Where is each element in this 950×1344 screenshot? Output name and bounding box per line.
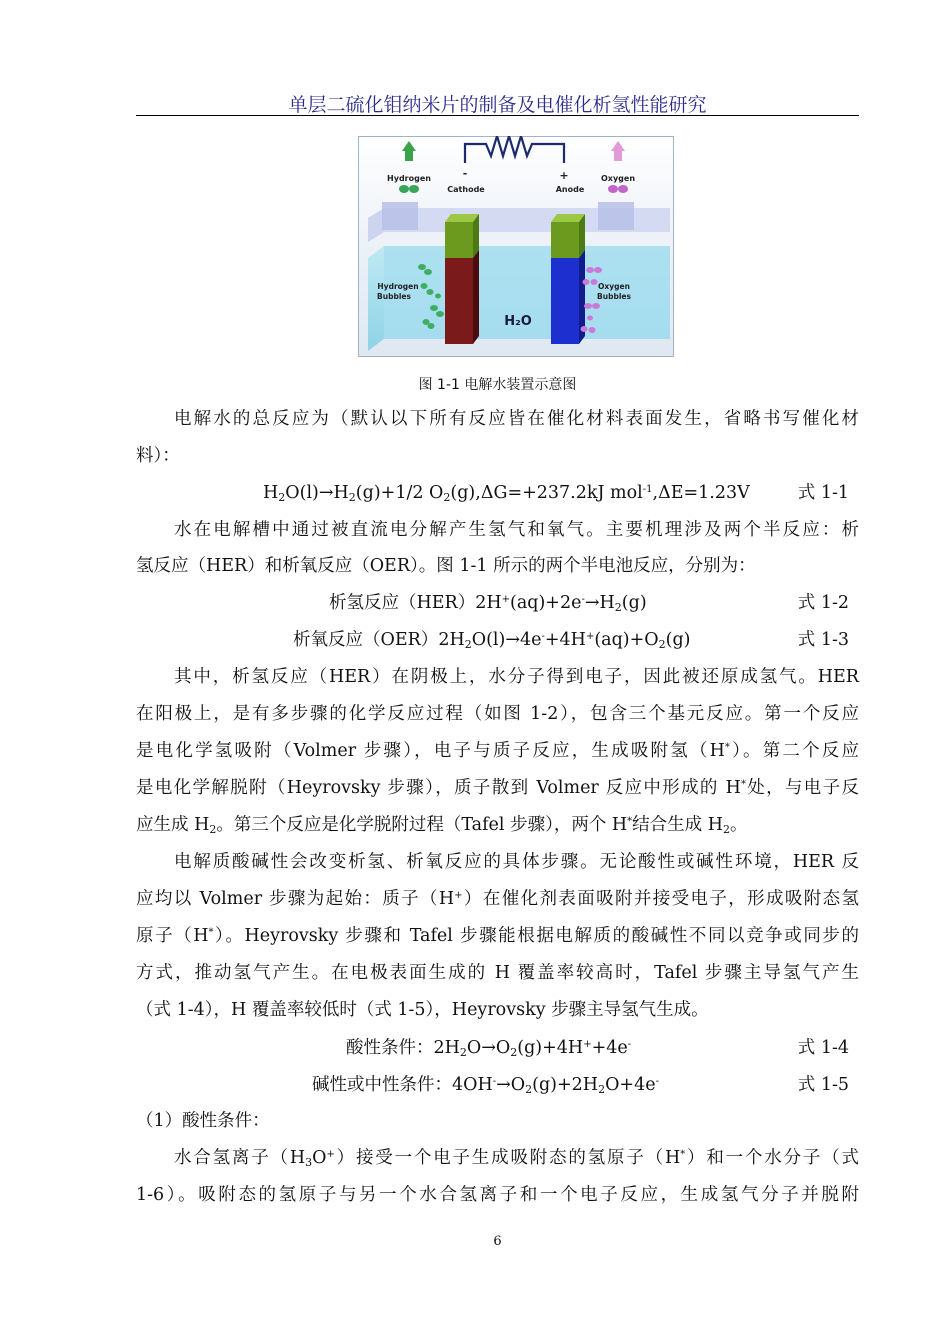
running-header: 单层二硫化钼纳米片的制备及电催化析氢性能研究 bbox=[288, 94, 707, 116]
water-label: H₂O bbox=[504, 314, 532, 329]
equation-1-2-formula: 析氢反应$(HER)2H^+(aq)+2e^-\to H_2(g)$ bbox=[329, 593, 647, 614]
equation-1-3-tag: 式 1-3 bbox=[797, 630, 849, 650]
hydrogen-bubbles-label-2: Bubbles bbox=[377, 292, 411, 301]
p3-line5: 应生成 $H_2$。第三个反应是化学脱附过程（Tafel 步骤），两个 H*结合生成 $H_2$。 bbox=[136, 815, 748, 836]
page-number: 6 bbox=[493, 1234, 502, 1249]
cathode-electrode bbox=[445, 214, 479, 344]
oxygen-bubbles-label-1: Oxygen bbox=[598, 282, 630, 291]
p4-line5: （式 1-4），H 覆盖率较低时（式 1-5），Heyrovsky 步骤主导氢气生成。 bbox=[136, 1000, 709, 1020]
p2-line1: 水在电解槽中通过被直流电分解产生氢气和氧气。主要机理涉及两个半反应：析 bbox=[174, 520, 859, 540]
p3-line3: 是电化学氢吸附（Volmer 步骤），电子与质子反应，生成吸附氢（H*）。第二个反应 bbox=[136, 741, 860, 761]
figure-caption: 图 1-1 电解水装置示意图 bbox=[418, 377, 577, 393]
hydrogen-label: Hydrogen bbox=[387, 174, 431, 183]
p3-line4: 是电化学解脱附（Heyrovsky 步骤），质子散到 Volmer 反应中形成的 H*处，与电子反 bbox=[136, 778, 859, 798]
p4-line3: 原子（H*）。Heyrovsky 步骤和 Tafel 步骤能根据电解质的酸碱性不同以竞争或同步的 bbox=[136, 926, 859, 946]
header-rule bbox=[136, 115, 859, 116]
equation-1-1-tag: 式 1-1 bbox=[797, 483, 849, 503]
equation-1-3-formula: 析氧反应$(OER)2H_2O(l)\to 4e^-+4H^+(aq)+O_2(g)$ bbox=[293, 630, 691, 651]
equation-1-5-tag: 式 1-5 bbox=[797, 1075, 849, 1095]
hydrogen-outlet bbox=[382, 202, 418, 230]
equation-1-4-tag: 式 1-4 bbox=[797, 1038, 849, 1058]
electrolysis-figure bbox=[358, 136, 674, 357]
anode-label: Anode bbox=[555, 185, 585, 194]
p4-line2: 应均以 Volmer 步骤为起始：质子（H+）在催化剂表面吸附并接受电子，形成吸附态氢 bbox=[136, 889, 860, 909]
p2-line2: 氢反应（HER）和析氧反应（OER）。图 1-1 所示的两个半电池反应，分别为： bbox=[136, 556, 756, 576]
oxygen-label: Oxygen bbox=[600, 174, 636, 183]
p5-line1: 水合氢离子$(H_3O^+)$接受一个电子生成吸附态的氢原子（H*）和一个水分子（式 bbox=[174, 1148, 860, 1169]
equation-1-1-formula: $H_2O(l)\to H_2(g)+1/2$ $O_2(g),\Delta G=+237.2kJ$ mol$^{-1}$,ΔE=1.23V bbox=[263, 483, 750, 504]
p4-line1: 电解质酸碱性会改变析氢、析氧反应的具体步骤。无论酸性或碱性环境，HER 反 bbox=[174, 852, 859, 872]
p1-line1: 电解水的总反应为（默认以下所有反应皆在催化材料表面发生，省略书写催化材 bbox=[174, 409, 859, 429]
p3-line2: 在阳极上，是有多步骤的化学反应过程（如图 1-2），包含三个基元反应。第一个反应 bbox=[136, 704, 859, 724]
oxygen-outlet bbox=[598, 202, 634, 230]
anode-sign: + bbox=[559, 169, 569, 182]
oxygen-bubbles-label-2: Bubbles bbox=[597, 292, 631, 301]
hydrogen-bubbles-label-1: Hydrogen bbox=[377, 282, 419, 291]
anode-electrode bbox=[551, 214, 585, 344]
p4-line4: 方式，推动氢气产生。在电极表面生成的 H 覆盖率较高时，Tafel 步骤主导氢气产生 bbox=[136, 963, 859, 983]
equation-1-4-formula: 酸性条件：$2H_2O\to O_2(g)+4H^++4e^-$ bbox=[346, 1038, 632, 1059]
electrolysis-diagram bbox=[358, 136, 674, 357]
p1-line2: 料）： bbox=[136, 446, 180, 466]
equation-1-5-formula: 碱性或中性条件：$4OH^-\to O_2(g)+2H_2O+4e^-$ bbox=[312, 1075, 659, 1096]
cathode-label: Cathode bbox=[447, 185, 485, 194]
cathode-sign: - bbox=[462, 167, 468, 180]
p3-line1: 其中，析氢反应（HER）在阴极上，水分子得到电子，因此被还原成氢气。HER bbox=[174, 667, 859, 687]
equation-1-2-tag: 式 1-2 bbox=[797, 593, 849, 613]
p5-line2: 1-6）。吸附态的氢原子与另一个水合氢离子和一个电子反应，生成氢气分子并脱附 bbox=[136, 1185, 859, 1205]
section-acidic-heading: （1）酸性条件： bbox=[136, 1111, 270, 1131]
